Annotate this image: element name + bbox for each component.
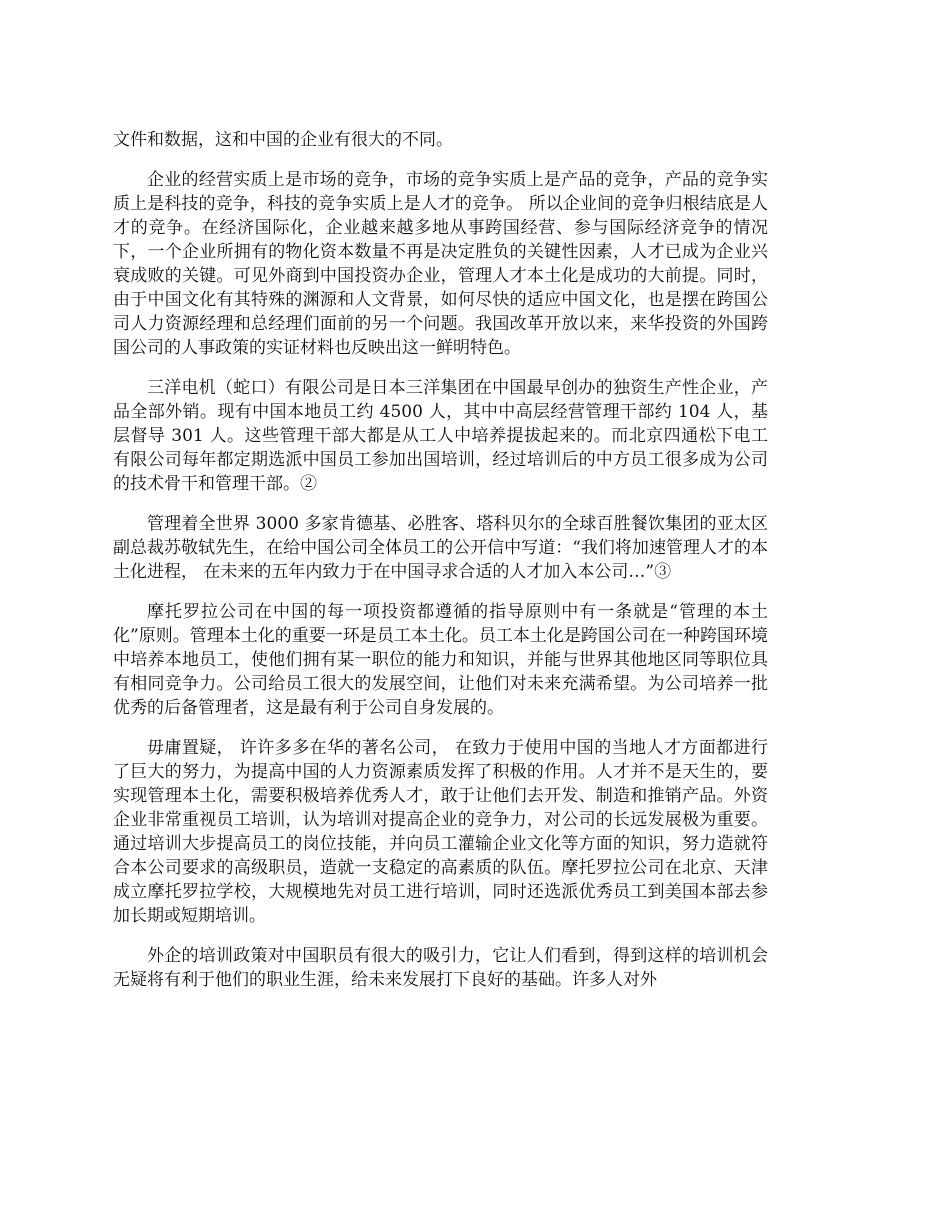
paragraph-1: 文件和数据，这和中国的企业有很大的不同。 — [113, 130, 453, 150]
paragraph-3: 三洋电机（蛇口）有限公司是日本三洋集团在中国最早创办的独资生产性企业，产品全部外销。现有中国本地员工约 4500 人，其中中高层经营管理干部约 104 人，基层督导 301 人。这些管理干部大都是从工人中培养提拔起来的。而北京四通松下电工有限公司每年都定期选派中国员工参加出国培训，经过培训后的中方员工很多成为公司的技术骨干和管理干部。② — [113, 378, 768, 494]
paragraph-5: 摩托罗拉公司在中国的每一项投资都遵循的指导原则中有一条就是“管理的本土化”原则。管理本土化的重要一环是员工本土化。员工本土化是跨国公司在一种跨国环境中培养本地员工，使他们拥有某一职位的能力和知识，并能与世界其他地区同等职位具有相同竞争力。公司给员工很大的发展空间，让他们对未来充满希望。为公司培养一批优秀的后备管理者，这是最有利于公司自身发展的。 — [113, 602, 768, 718]
paragraph-2: 企业的经营实质上是市场的竞争，市场的竞争实质上是产品的竞争，产品的竞争实质上是科技的竞争，科技的竞争实质上是人才的竞争。 所以企业间的竞争归根结底是人才的竞争。在经济国际化，企业越来越多地从事跨国经营、参与国际经济竞争的情况下，一个企业所拥有的物化资本数量不再是决定胜负的关键性因素，人才已成为企业兴衰成败的关键。可见外商到中国投资办企业，管理人才本土化是成功的大前提。同时，由于中国文化有其特殊的渊源和人文背景，如何尽快的适应中国文化，也是摆在跨国公司人力资源经理和总经理们面前的另一个问题。我国改革开放以来，来华投资的外国跨国公司的人事政策的实证材料也反映出这一鲜明特色。 — [113, 170, 768, 358]
paragraph-7: 外企的培训政策对中国职员有很大的吸引力，它让人们看到，得到这样的培训机会无疑将有利于他们的职业生涯，给未来发展打下良好的基础。许多人对外 — [113, 946, 768, 990]
paragraph-4: 管理着全世界 3000 多家肯德基、必胜客、塔科贝尔的全球百胜餐饮集团的亚太区副总裁苏敬轼先生，在给中国公司全体员工的公开信中写道：“我们将加速管理人才的本土化进程， 在未来的五年内致力于在中国寻求合适的人才加入本公司…”③ — [113, 514, 768, 582]
paragraph-6: 毋庸置疑， 许许多多在华的著名公司， 在致力于使用中国的当地人才方面都进行了巨大的努力，为提高中国的人力资源素质发挥了积极的作用。人才并不是天生的，要实现管理本土化，需要积极培养优秀人才，敢于让他们去开发、制造和推销产品。外资企业非常重视员工培训，认为培训对提高企业的竞争力，对公司的长远发展极为重要。通过培训大步提高员工的岗位技能，并向员工灌输企业文化等方面的知识，努力造就符合本公司要求的高级职员，造就一支稳定的高素质的队伍。摩托罗拉公司在北京、天津成立摩托罗拉学校，大规模地先对员工进行培训，同时还选派优秀员工到美国本部去参加长期或短期培训。 — [113, 738, 768, 926]
document-body — [113, 128, 768, 1008]
